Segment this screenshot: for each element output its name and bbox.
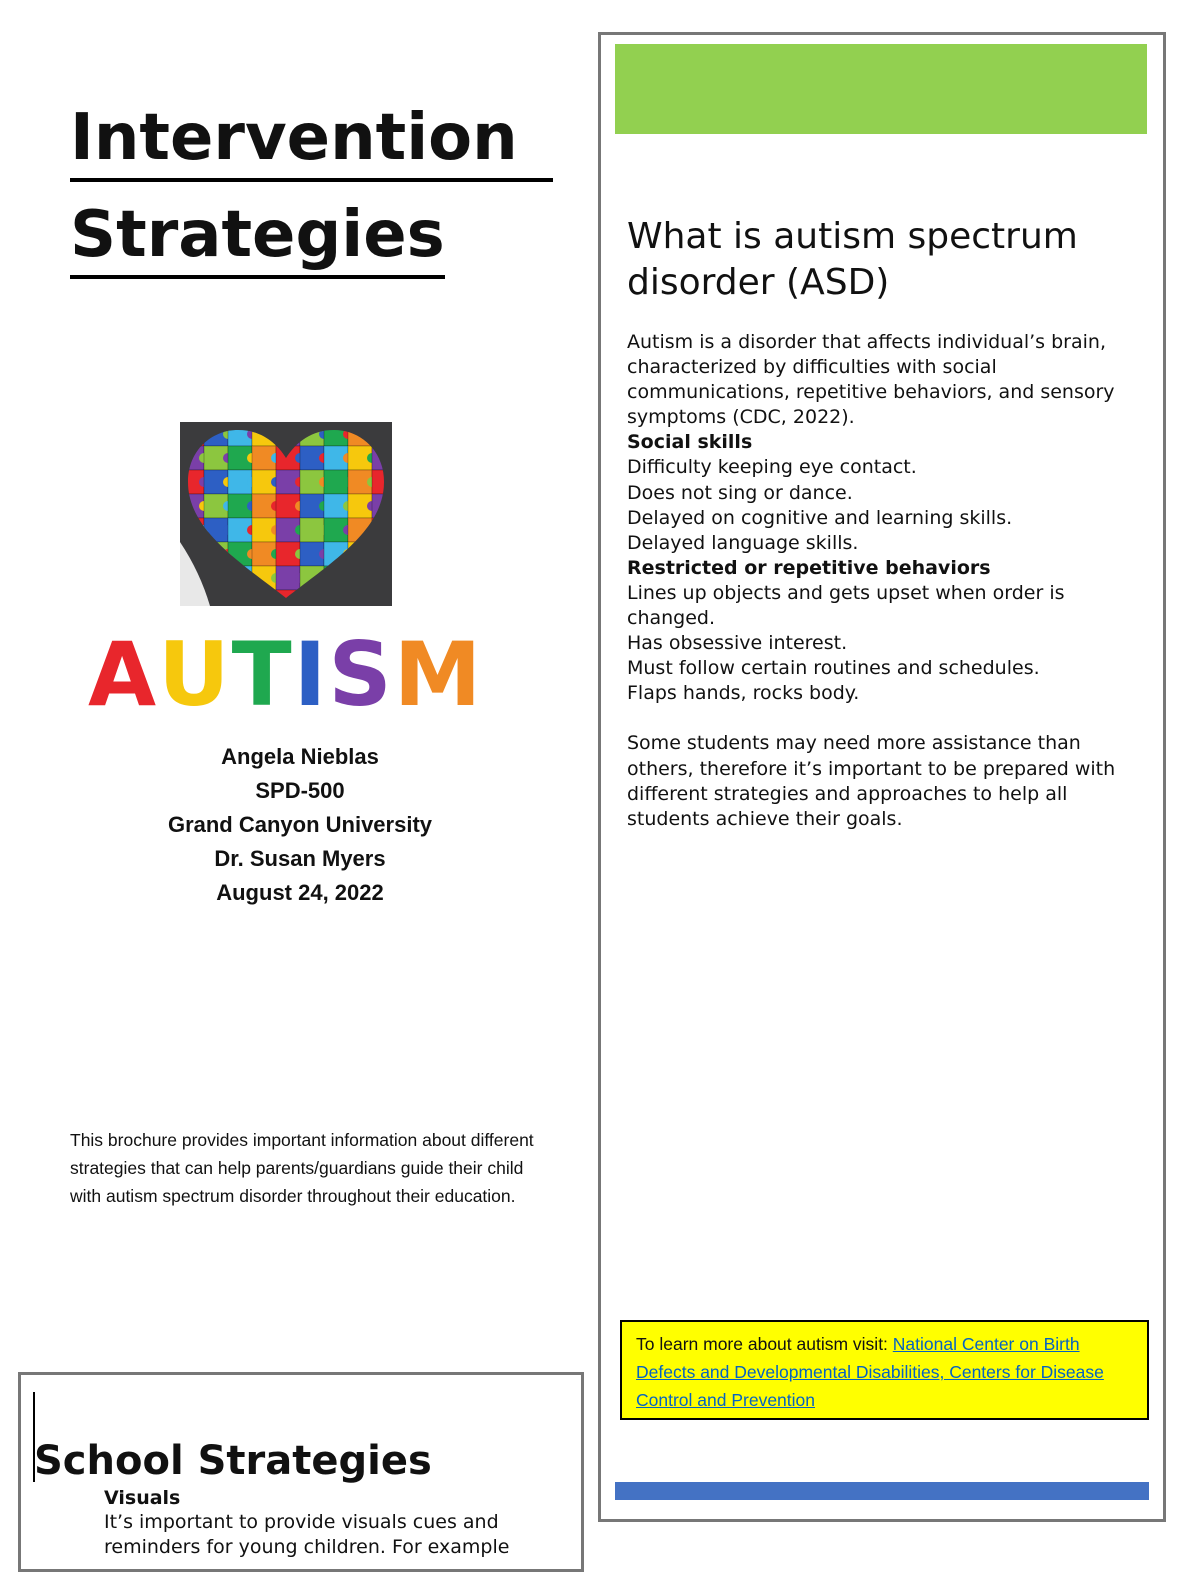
title-line-2: Strategies [70,195,445,279]
brochure-intro: This brochure provides important information about different strategies that can help parents/guardians guide their child with autism spectrum disorder throughout their education. [70,1130,534,1206]
course-code: SPD-500 [255,778,345,803]
autism-wordmark [88,625,483,725]
puzzle-heart-image [180,422,392,606]
asd-intro: Autism is a disorder that affects individual’s brain, characterized by difficulties with social communications, repetitive behaviors, and sensory symptoms (CDC, 2022). [627,331,1115,429]
learn-more-callout [620,1320,1149,1420]
social-item: Delayed on cognitive and learning skills. [627,506,1013,529]
restricted-item: Flaps hands, rocks body. [627,682,860,705]
author-block [110,740,490,910]
visuals-text: It’s important to provide visuals cues and reminders for young children. For example [104,1511,510,1558]
asd-body [627,330,1142,832]
blue-footer-bar [615,1482,1149,1500]
autism-letter: T [231,623,294,726]
learn-more-label: To learn more about autism visit: [636,1334,893,1354]
social-skills-heading: Social skills [627,431,753,454]
brochure-title [70,90,553,284]
visuals-heading: Visuals [104,1487,181,1509]
social-item: Does not sing or dance. [627,481,853,504]
title-line-1: Intervention [70,98,553,182]
restricted-item: Must follow certain routines and schedules. [627,657,1040,680]
university-name: Grand Canyon University [167,812,433,837]
autism-letter: A [88,623,159,726]
author-name: Angela Nieblas [221,744,379,769]
school-strategies-title: School Strategies [34,1438,432,1484]
asd-title: What is autism spectrum disorder (ASD) [627,216,1078,303]
autism-letter: S [328,623,394,726]
autism-letter: U [158,623,232,726]
asd-closing: Some students may need more assistance than others, therefore it’s important to be prepared with different strategies and approaches to help all students achieve their goals. [627,732,1116,830]
restricted-item: Lines up objects and gets upset when order is changed. [627,581,1065,630]
autism-letter: I [293,623,329,726]
autism-letter: M [393,623,484,726]
social-item: Difficulty keeping eye contact. [627,456,917,479]
cdc-link[interactable]: National Center on Birth Defects and Developmental Disabilities, Centers for Disease Control and Prevention [636,1334,1104,1410]
green-header-bar [615,44,1147,134]
restricted-heading: Restricted or repetitive behaviors [627,556,991,579]
instructor-name: Dr. Susan Myers [214,846,386,871]
submission-date: August 24, 2022 [216,880,384,905]
social-item: Delayed language skills. [627,531,859,554]
restricted-item: Has obsessive interest. [627,632,848,655]
